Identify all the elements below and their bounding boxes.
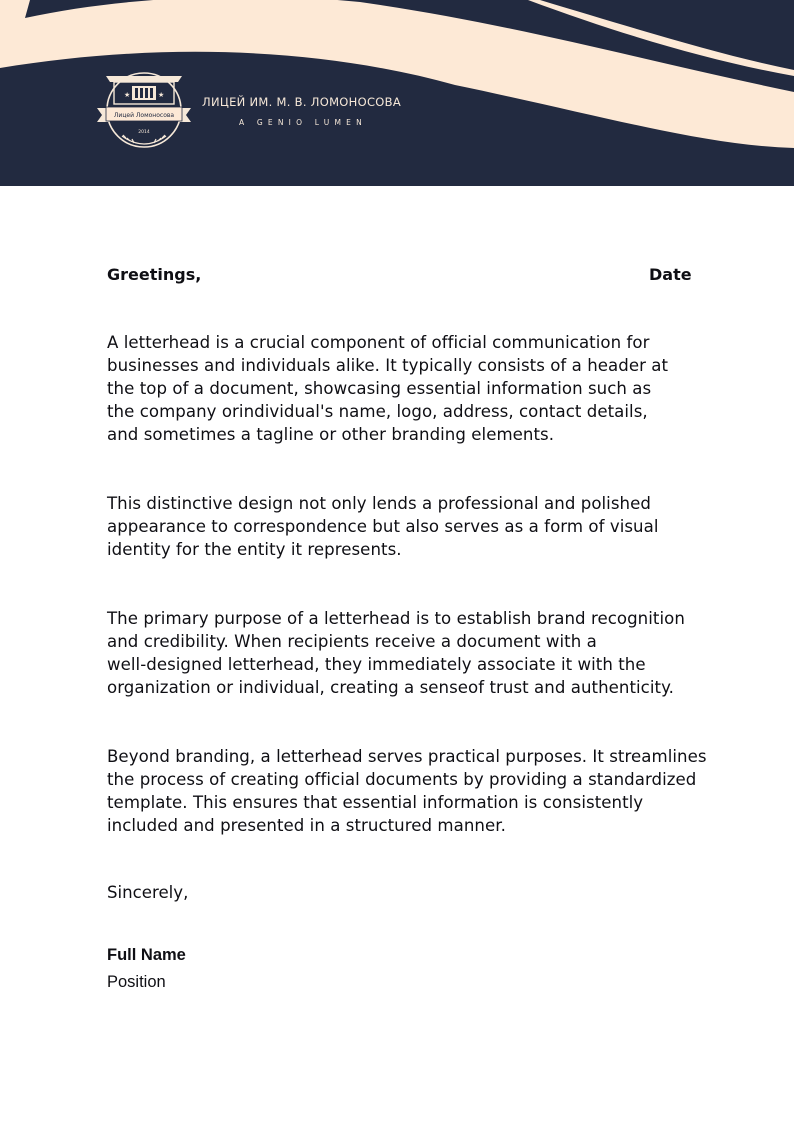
paragraph-line: and credibility. When recipients receive a document with a (107, 632, 597, 651)
paragraph-line: the process of creating official documents by providing a standardized (107, 770, 697, 789)
school-crest-logo (94, 70, 194, 152)
paragraph-line: businesses and individuals alike. It typically consists of a header at (107, 356, 669, 375)
organization-motto: A GENIO LUMEN (239, 118, 367, 127)
body-paragraph-1 (107, 331, 767, 446)
greeting: Greetings, (107, 265, 202, 284)
paragraph-line: included and presented in a structured manner. (107, 816, 506, 835)
paragraph-line: Beyond branding, a letterhead serves practical purposes. It streamlines (107, 747, 707, 766)
paragraph-line: appearance to correspondence but also serves as a form of visual (107, 517, 659, 536)
paragraph-line: the company orindividual's name, logo, address, contact details, (107, 402, 648, 421)
paragraph-line: identity for the entity it represents. (107, 540, 402, 559)
svg-text:★: ★ (124, 91, 131, 99)
paragraph-line: template. This ensures that essential information is consistently (107, 793, 644, 812)
crest-year: 2014 (138, 130, 150, 135)
paragraph-line: well-designed letterhead, they immediately associate it with the (107, 655, 646, 674)
body-paragraph-3 (107, 607, 767, 699)
signature-full-name: Full Name (107, 946, 186, 964)
body-paragraph-4 (107, 745, 767, 837)
svg-text:★: ★ (158, 91, 165, 99)
body-paragraph-2 (107, 492, 767, 561)
date-label: Date (649, 265, 692, 284)
paragraph-line: The primary purpose of a letterhead is to establish brand recognition (107, 609, 685, 628)
organization-name: ЛИЦЕЙ ИМ. М. В. ЛОМОНОСОВА (202, 95, 401, 109)
paragraph-line: and sometimes a tagline or other branding elements. (107, 425, 555, 444)
paragraph-line: the top of a document, showcasing essential information such as (107, 379, 652, 398)
closing-phrase: Sincerely, (107, 883, 189, 902)
paragraph-line: A letterhead is a crucial component of official communication for (107, 333, 650, 352)
crest-ribbon-text: Лицей Ломоносова (113, 112, 175, 119)
signature-position: Position (107, 973, 166, 991)
paragraph-line: organization or individual, creating a senseof trust and authenticity. (107, 678, 674, 697)
paragraph-line: This distinctive design not only lends a professional and polished (107, 494, 651, 513)
letterhead-header (0, 0, 794, 186)
